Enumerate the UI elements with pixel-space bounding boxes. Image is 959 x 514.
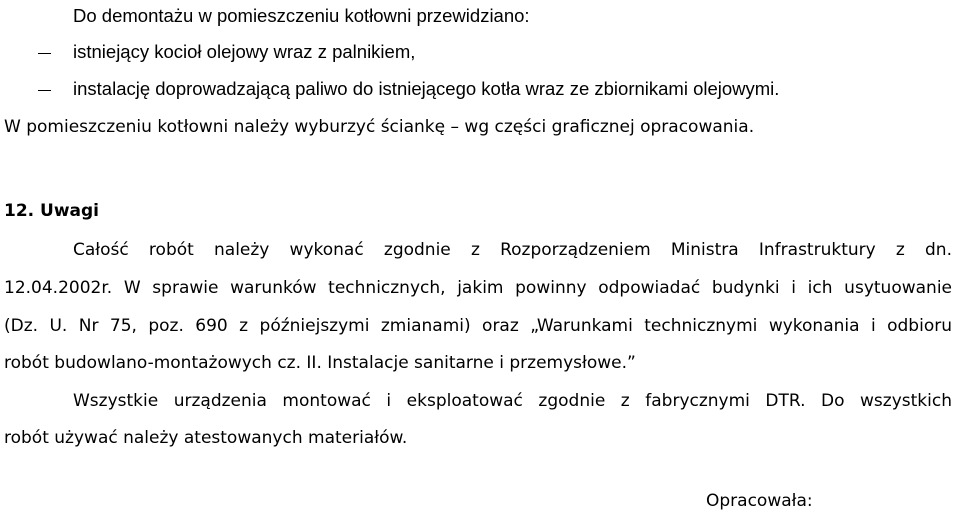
intro-heading: Do demontażu w pomieszczeniu kotłowni przewidziano: xyxy=(73,5,530,26)
paragraph-line: Wszystkie urządzenia montować i eksploatować zgodnie z fabrycznymi DTR. Do wszystkich xyxy=(73,391,952,411)
list-item: istniejący kocioł olejowy wraz z palnikiem, xyxy=(73,41,416,62)
list-bullet-dash xyxy=(38,53,51,54)
paragraph-line: Całość robót należy wykonać zgodnie z Rozporządzeniem Ministra Infrastruktury z dn. xyxy=(73,240,952,260)
list-item: instalację doprowadzającą paliwo do istniejącego kotła wraz ze zbiornikami olejowymi. xyxy=(73,78,780,99)
section-title: 12. Uwagi xyxy=(4,201,100,221)
signature-label: Opracowała: xyxy=(706,491,813,511)
paragraph-line: (Dz. U. Nr 75, poz. 690 z późniejszymi zmianami) oraz „Warunkami technicznymi wykonania i odbioru xyxy=(4,316,952,336)
paragraph-line: 12.04.2002r. W sprawie warunków technicznych, jakim powinny odpowiadać budynki i ich usytuowanie xyxy=(4,278,952,298)
demolition-note: W pomieszczeniu kotłowni należy wyburzyć ściankę – wg części graficznej opracowania. xyxy=(4,117,755,137)
list-bullet-dash xyxy=(38,90,51,91)
paragraph-line: robót używać należy atestowanych materiałów. xyxy=(4,428,408,448)
paragraph-line: robót budowlano-montażowych cz. II. Instalacje sanitarne i przemysłowe.” xyxy=(4,353,636,373)
